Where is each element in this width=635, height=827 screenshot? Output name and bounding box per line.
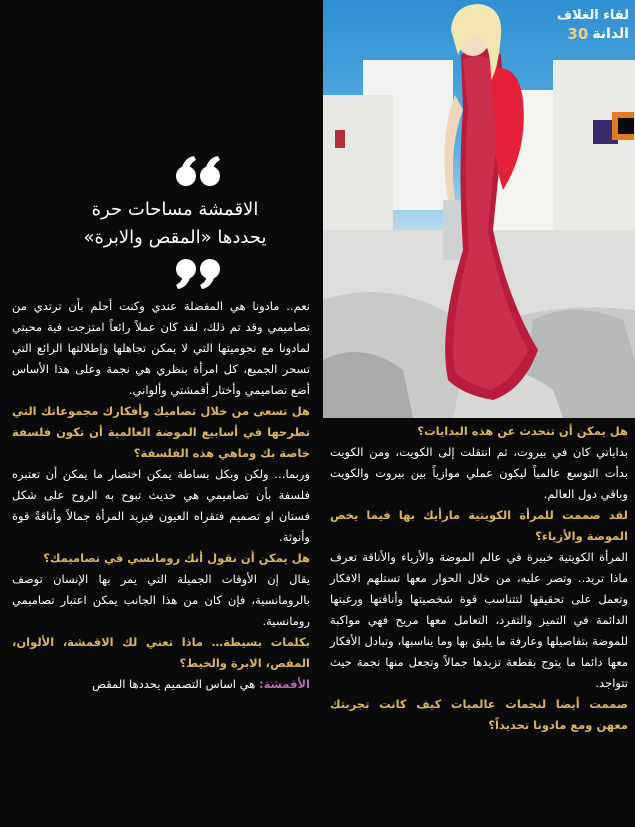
magazine-id-row	[557, 25, 629, 43]
left-text-column	[12, 296, 310, 695]
issue-number: 30	[567, 25, 589, 43]
issue-tag	[557, 8, 629, 43]
term-label: الأقمشة:	[258, 677, 310, 691]
quote-open-icon	[168, 150, 228, 190]
magazine-logo: الدانة	[592, 26, 629, 42]
orange-bracket-icon	[612, 112, 634, 140]
pull-quote	[30, 196, 320, 252]
right-text-column	[330, 421, 628, 736]
question-heading: هل يمكن أن نقول أنك رومانسي في تصاميمك؟	[43, 551, 310, 565]
paragraph: وربما… ولكن وبكل بساطة يمكن اختصار ما يمكن أن تعتبره فلسفة بأن تصاميمي هي حديث تبوح به الروح على شكل فستان او تصميم فتقراه العيون فيزيد المرأة جمالاً وأناقةً قوة وأنوثة.	[12, 467, 310, 544]
question-heading: لقد صممت للمرأة الكويتية مارأيك بها فيما يخص الموضة والأزياء؟	[330, 508, 628, 543]
cover-photo	[323, 0, 635, 418]
question-heading: هل تسعى من خلال تصاميك وأفكارك مجموعاتك التي تطرحها في أسابيع الموضة العالمية أن تكون فلسفة خاصة بك وماهي هذه الفلسفة؟	[12, 404, 310, 460]
paragraph: المرأة الكويتية خبيرة في عالم الموضة والأزياء والأناقة تعرف ماذا تريد.. وتصر عليه، من خلال الحوار معها تستلهم الافكار وتعمل على تحقيقها لتتناسب قوة شخصيتها وأناقتها ورغبتها الدائمة في التميز والتفرد، التعامل معها مريح فهي مواكبة للموضة بتفاصيلها وعارفة ما يليق بها وما يناسبها، وتبادل الأفكار معها دائما ما يتوج بقطعة تزيدها جمالاً وتجعل منها نجمة حيث تتواجد.	[330, 550, 628, 690]
quote-close-icon	[168, 255, 228, 295]
question-heading: هل يمكن أن تتحدث عن هذه البدايات؟	[417, 424, 628, 438]
pull-quote-line-1: الاقمشة مساحات حرة	[91, 199, 259, 220]
cover-section-label: لقاء الغلاف	[557, 8, 629, 23]
paragraph-text: هي اساس التصميم يحددها المقص	[92, 677, 259, 691]
question-heading: صممت أيضا لنجمات عالميات كيف كانت تجربتك معهن ومع مادونا تحديداً؟	[330, 697, 628, 732]
paragraph: يقال إن الأوقات الجميلة التي يمر بها الإنسان توصف بالرومانسية، فإن كان من هذا الجانب يمكن اعتبار تصاميمي رومانسية.	[12, 572, 310, 628]
question-heading: بكلمات بسيطة… ماذا تعني لك الاقمشة، الألوان، المقص، الابرة والخيط؟	[12, 635, 310, 670]
paragraph-with-term	[12, 674, 310, 695]
cover-photo-illustration	[323, 0, 635, 418]
pull-quote-line-2: يحددها «المقص والابرة»	[83, 227, 267, 248]
paragraph: نعم.. مادونا هي المفضلة عندي وكنت أحلم بأن ترتدي من تصاميمي وقد تم ذلك، لقد كان عملاً رائعاً امتزجت فية محبتي لمادونا مع نجوميتها التي لا يمكن تجاهلها وإطلالتها الرائع التي تسحر الجميع، كل امرأة بنظري هي نجمة وعلى هذا الأساس أضع تصاميمي وأختار أقمشتي وألواني.	[12, 299, 310, 397]
paragraph: بداياتي كان في بيروت، ثم انتقلت إلى الكويت، ومن الكويت بدأت التوسع عالمياً ليكون عملي موازياً بين بيروت والكويت وباقي دول العالم.	[330, 445, 628, 501]
